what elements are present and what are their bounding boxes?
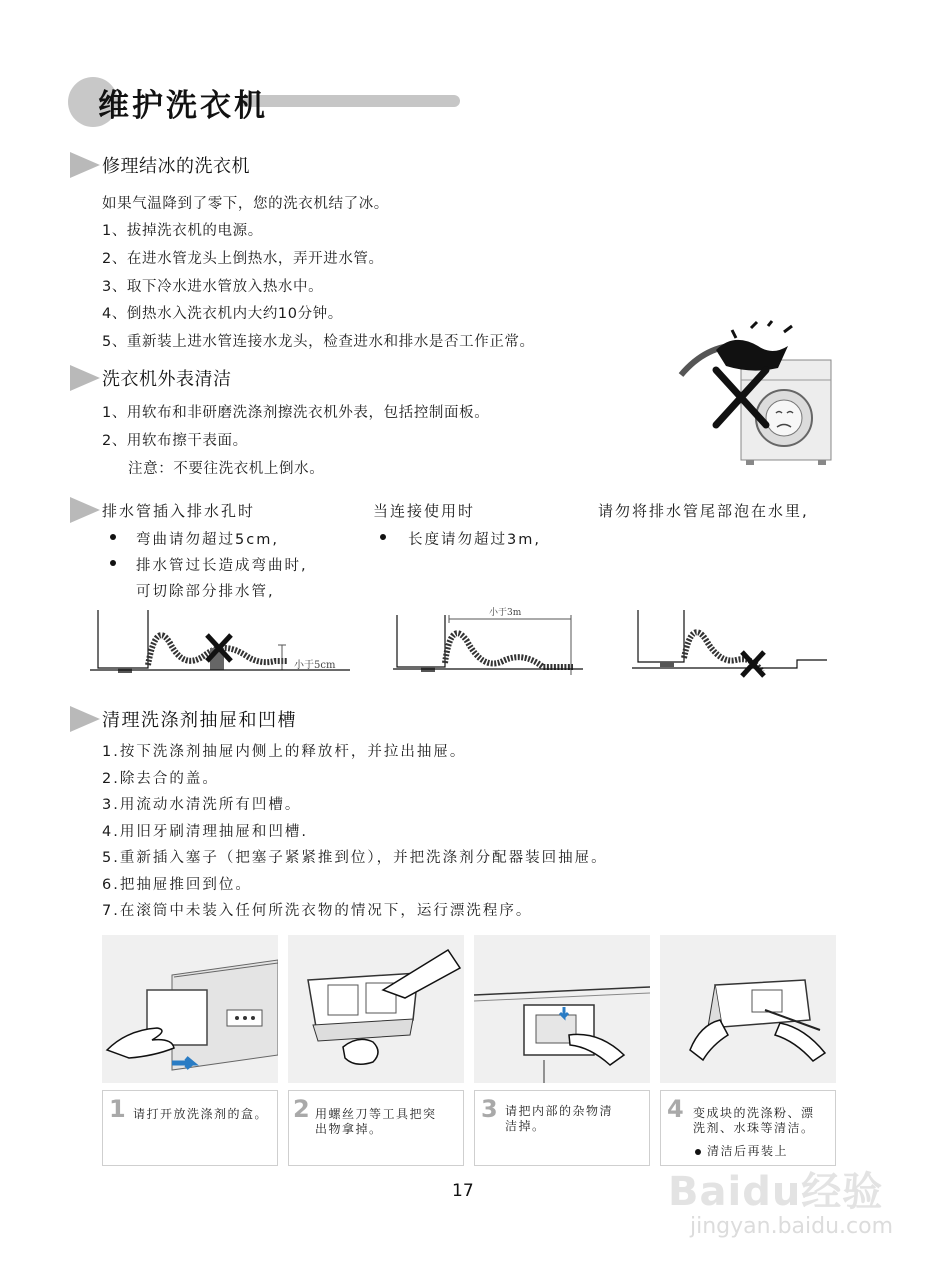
step2-illustration [288,935,464,1083]
step-number: 2 [293,1095,310,1123]
step-caption: 洁掉。 [505,1119,546,1133]
section2-step: 2、用软布擦干表面。 [102,433,248,449]
section-arrow-icon [70,152,100,178]
bullet-icon [380,534,386,540]
section4-step: 2.除去合的盖。 [102,771,219,787]
section4-step: 7.在滚筒中未装入任何所洗衣物的情况下，运行漂洗程序。 [102,903,533,919]
title-decoration-bar [240,95,460,107]
section4-step: 6.把抽屉推回到位。 [102,877,252,893]
bullet-icon [695,1149,701,1155]
step-number: 3 [481,1095,498,1123]
section3-heading: 排水管插入排水孔时 [102,502,256,520]
section1-step: 3、取下冷水进水管放入热水中。 [102,279,324,295]
page-number: 17 [452,1181,474,1201]
section4-step: 1.按下洗涤剂抽屉内侧上的释放杆，并拉出抽屉。 [102,744,467,760]
step1-illustration [102,935,278,1083]
no-water-on-machine-illustration [676,320,836,470]
section1-step: 4、倒热水入洗衣机内大约10分钟。 [102,306,343,322]
drain-length-diagram [393,605,583,685]
step2-caption-box [288,1090,464,1166]
step3-illustration [474,935,650,1083]
section3-bullet-cont: 可切除部分排水管, [136,584,275,600]
section3-col2-bullet: 长度请勿超过3m, [408,532,541,548]
section4-step: 4.用旧牙刷清理抽屉和凹槽. [102,824,308,840]
section2-step: 1、用软布和非研磨洗涤剂擦洗衣机外表，包括控制面板。 [102,405,490,421]
step-caption: 变成块的洗涤粉、漂 [693,1106,815,1120]
step-number: 1 [109,1095,126,1123]
step-caption: 出物拿掉。 [315,1122,383,1136]
section4-step: 3.用流动水清洗所有凹槽。 [102,797,302,813]
section4-heading: 清理洗涤剂抽屉和凹槽 [102,710,297,731]
step-caption-bullet: 清洁后再装上 [707,1144,789,1158]
step1-caption-box [102,1090,278,1166]
section-arrow-icon [70,706,100,732]
section3-bullet: 排水管过长造成弯曲时, [136,558,308,574]
drain-bend-diagram [90,610,350,685]
step3-caption-box [474,1090,650,1166]
step4-illustration [660,935,836,1083]
section4-step: 5.重新插入塞子（把塞子紧紧推到位），并把洗涤剂分配器装回抽屉。 [102,850,608,866]
section2-heading: 洗衣机外表清洁 [102,369,232,390]
diagram1-label: 小于5cm [294,660,336,671]
watermark-logo: Baidu经验 [668,1169,884,1215]
section2-note: 注意：不要往洗衣机上倒水。 [128,461,325,477]
bullet-icon [110,534,116,540]
step-number: 4 [667,1095,684,1123]
section1-heading: 修理结冰的洗衣机 [102,156,250,177]
step4-caption-box [660,1090,836,1166]
step-caption: 洗剂、水珠等清洁。 [693,1121,815,1135]
section3-bullet: 弯曲请勿超过5cm, [136,532,279,548]
section3-col3-heading: 请勿将排水管尾部泡在水里, [598,502,809,520]
section1-step: 5、重新装上进水管连接水龙头，检查进水和排水是否工作正常。 [102,334,535,350]
section-arrow-icon [70,497,100,523]
section1-step: 2、在进水管龙头上倒热水，弄开进水管。 [102,251,384,267]
step-caption: 请打开放洗涤剂的盒。 [133,1107,269,1121]
section-arrow-icon [70,365,100,391]
step-caption: 用螺丝刀等工具把突 [315,1107,437,1121]
page-title: 维护洗衣机 [98,88,268,124]
section3-col2-heading: 当连接使用时 [373,502,476,520]
section1-intro: 如果气温降到了零下，您的洗衣机结了冰。 [102,196,389,212]
section1-step: 1、拔掉洗衣机的电源。 [102,223,263,239]
watermark-url: jingyan.baidu.com [690,1214,894,1239]
step-caption: 请把内部的杂物清 [505,1104,614,1118]
bullet-icon [110,560,116,566]
diagram2-label: 小于3m [489,608,522,618]
drain-submerged-diagram [632,610,832,685]
